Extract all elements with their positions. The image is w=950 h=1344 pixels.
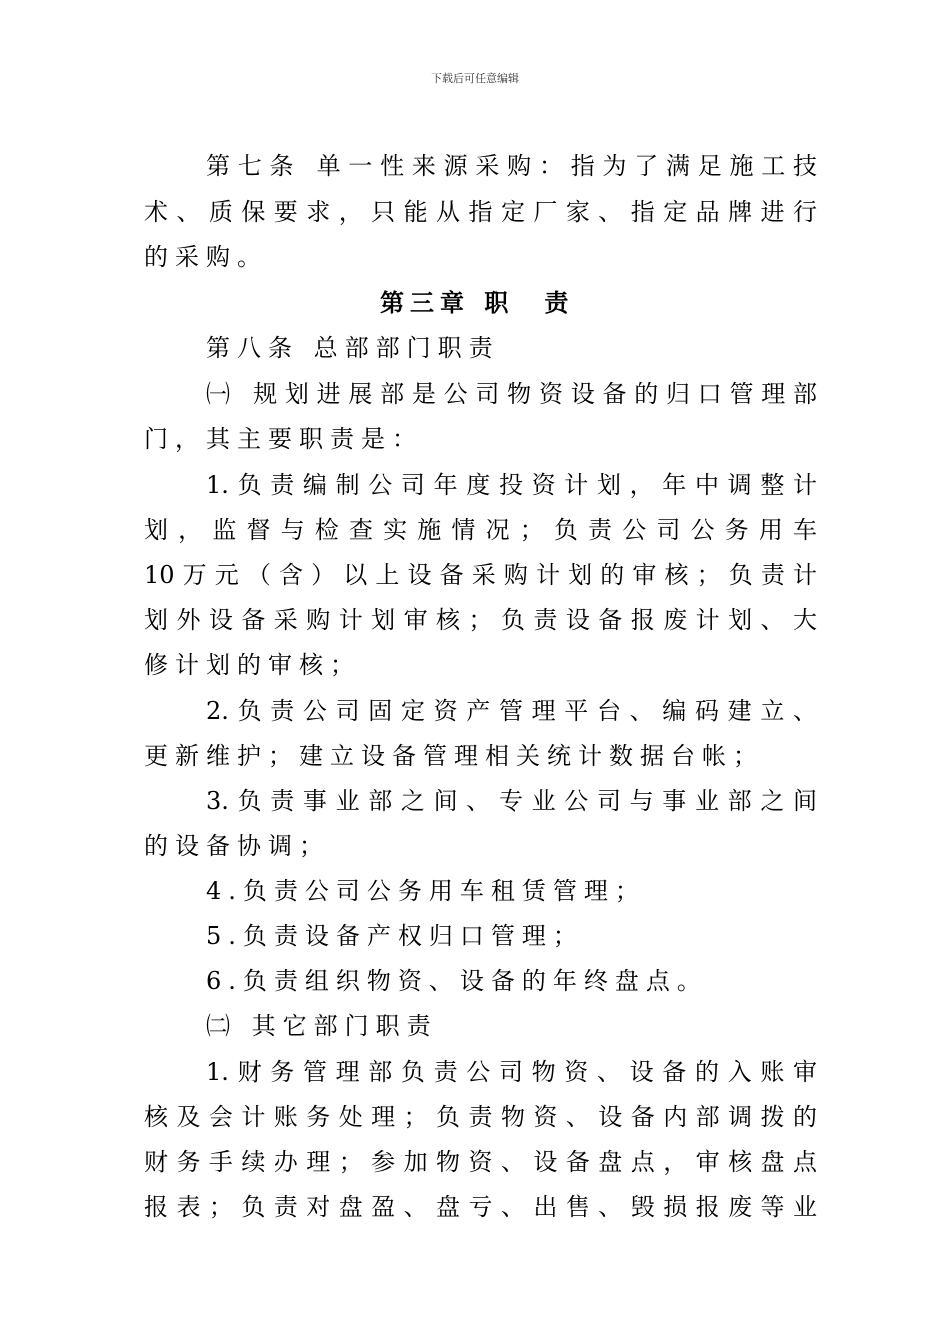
chapter-heading: 第三章 职 责 [380, 288, 575, 317]
item-2-line-2: 更新维护；建立设备管理相关统计数据台帐； [144, 742, 764, 770]
item-1-line-2: 划，监督与检查实施情况；负责公司公务用车 [144, 516, 817, 544]
section-2-item-1-line-2: 核及会计账务处理；负责物资、设备内部调拨的 [144, 1103, 817, 1131]
item-1-line-3: 10万元（含）以上设备采购计划的审核；负责计 [144, 561, 817, 589]
page-header: 下载后可任意编辑 [431, 72, 519, 85]
section-1-line-1: ㈠ 规划进展部是公司物资设备的归口管理部 [206, 380, 817, 408]
article-7-line-1: 第七条 单一性来源采购：指为了满足施工技 [206, 152, 817, 180]
section-2-item-1-line-4: 报表；负责对盘盈、盘亏、出售、毁损报废等业 [144, 1193, 817, 1221]
section-2-title: ㈡ 其它部门职责 [206, 1012, 438, 1040]
item-2-line-1: 2.负责公司固定资产管理平台、编码建立、 [206, 697, 817, 725]
item-1-line-1: 1.负责编制公司年度投资计划，年中调整计 [206, 471, 817, 499]
item-1-line-4: 划外设备采购计划审核；负责设备报废计划、大 [144, 606, 817, 634]
item-3-line-2: 的设备协调； [144, 832, 330, 860]
article-7-line-2: 术、质保要求，只能从指定厂家、指定品牌进行 [144, 198, 817, 226]
article-8-title: 第八条 总部部门职责 [206, 334, 500, 362]
item-6-line: 6.负责组织物资、设备的年终盘点。 [206, 967, 708, 995]
section-1-line-2: 门，其主要职责是： [144, 425, 423, 453]
section-2-item-1-line-1: 1.财务管理部负责公司物资、设备的入账审 [206, 1058, 817, 1086]
item-3-line-1: 3.负责事业部之间、专业公司与事业部之间 [206, 787, 817, 815]
item-5-line: 5.负责设备产权归口管理； [206, 922, 584, 950]
article-7-line-3: 的采购。 [144, 243, 268, 271]
item-4-line: 4.负责公司公务用车租赁管理； [206, 877, 646, 905]
item-1-line-5: 修计划的审核； [144, 651, 361, 679]
section-2-item-1-line-3: 财务手续办理；参加物资、设备盘点，审核盘点 [144, 1148, 817, 1176]
